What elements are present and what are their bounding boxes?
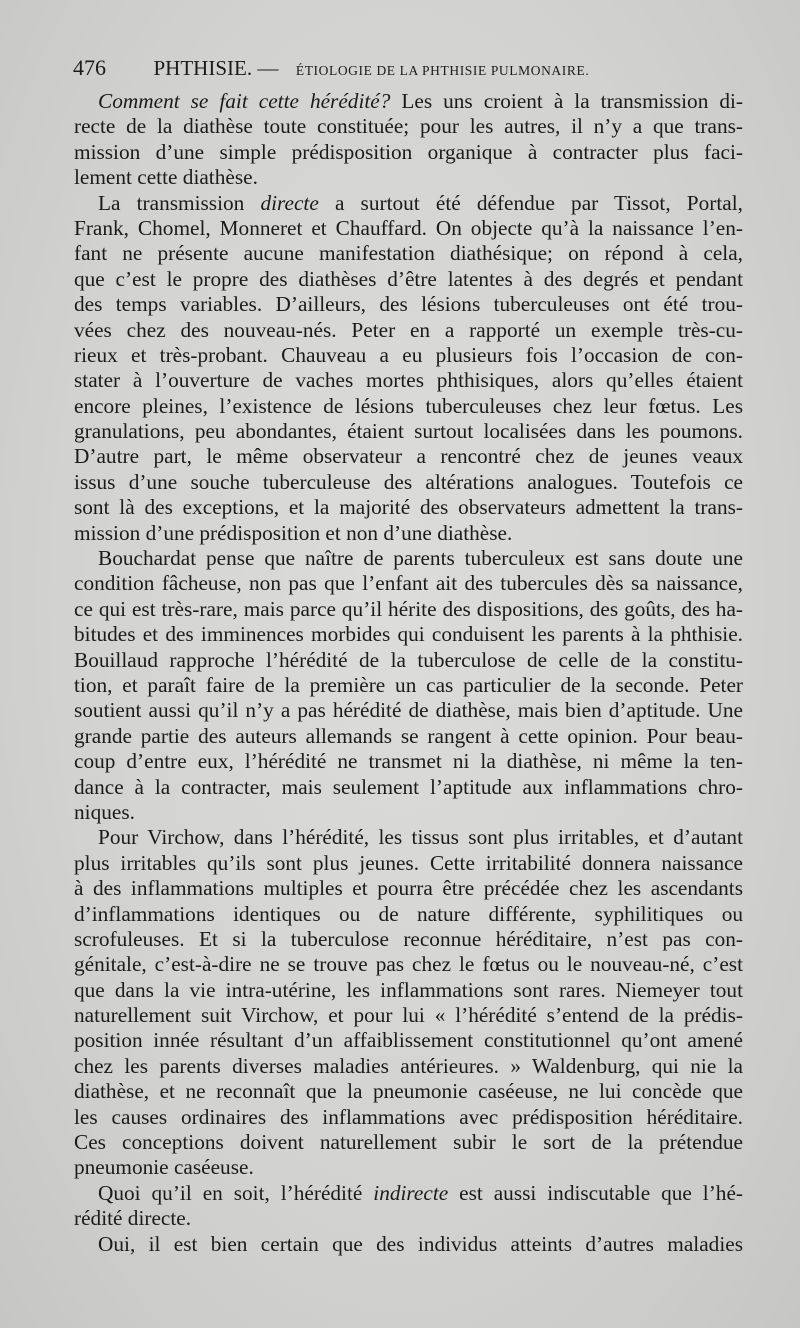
text-segment: encore pleines, l’existence de lésions tuberculeuses chez leur fœtus. Les (74, 393, 743, 418)
text-line (74, 1181, 743, 1206)
text-segment: scrofuleuses. Et si la tuberculose reconnue héréditaire, n’est pas con- (74, 926, 743, 951)
text-line (74, 191, 743, 216)
paragraph (74, 191, 743, 546)
text-line (74, 1028, 743, 1053)
text-line (74, 495, 743, 520)
text-segment: tion, et paraît faire de la première un cas particulier de la seconde. Peter (74, 672, 743, 697)
text-segment: Pour Virchow, dans l’hérédité, les tissus sont plus irritables, et d’autant (98, 825, 743, 850)
text-segment: vées chez des nouveau-nés. Peter en a rapporté un exemple très-cu- (74, 317, 743, 342)
text-line (74, 978, 743, 1003)
text-segment: a surtout été défendue par Tissot, Portal, (318, 190, 743, 215)
text-line (74, 1105, 743, 1130)
text-line (74, 444, 743, 469)
text-segment: que dans la vie intra-utérine, les inflammations sont rares. Niemeyer tout (74, 977, 743, 1002)
text-line (74, 1130, 743, 1155)
text-segment: Frank, Chomel, Monneret et Chauffard. On objecte qu’à la naissance l’en- (74, 215, 743, 240)
text-segment: bitudes et des imminences morbides qui conduisent les parents à la phthisie. (74, 622, 743, 647)
text-segment: soutient aussi qu’il n’y a pas hérédité de diathèse, mais bien d’aptitude. Une (74, 698, 743, 723)
text-segment: stater à l’ouverture de vaches mortes phthisiques, alors qu’elles étaient (74, 368, 743, 393)
italic-text: indirecte (373, 1180, 449, 1205)
text-line (74, 648, 743, 673)
text-line (74, 749, 743, 774)
text-line (74, 851, 743, 876)
text-line (74, 1003, 743, 1028)
text-segment: mission d’une simple prédisposition organique à contracter plus faci- (74, 139, 743, 164)
text-segment: Les uns croient à la transmission di- (390, 89, 743, 113)
text-segment: pneumonie caséeuse. (74, 1155, 254, 1180)
text-line (74, 1079, 743, 1104)
text-line (74, 318, 743, 343)
text-line (74, 1206, 743, 1231)
text-line (74, 902, 743, 927)
text-line (74, 419, 743, 444)
text-segment: issus d’une souche tuberculeuse des altérations analogues. Toutefois ce (74, 469, 743, 494)
page-number: 476 (73, 55, 106, 80)
text-segment: est aussi indiscutable que l’hé- (448, 1180, 743, 1205)
text-segment: dance à la contracter, mais seulement l’aptitude aux inflammations chro- (74, 774, 743, 799)
text-line (74, 1232, 743, 1257)
text-line (74, 241, 743, 266)
text-line (74, 140, 743, 165)
paragraph (74, 825, 743, 1180)
paragraph (74, 1232, 743, 1257)
text-line (74, 673, 743, 698)
text-segment: grande partie des auteurs allemands se rangent à cette opinion. Pour beau- (74, 723, 743, 748)
text-segment: à des inflammations multiples et pourra être précédée chez les ascendants (74, 876, 743, 901)
text-line (74, 267, 743, 292)
text-segment: granulations, peu abondantes, étaient surtout localisées dans les poumons. (74, 419, 743, 444)
text-line (74, 927, 743, 952)
italic-text: directe (260, 190, 319, 215)
body-text (74, 89, 743, 1257)
paragraph (74, 1181, 743, 1232)
text-segment: Quoi qu’il en soit, l’hérédité (98, 1180, 374, 1205)
text-segment: La transmission (98, 190, 261, 215)
running-title: PHTHISIE. — (153, 56, 279, 80)
text-segment: coup d’entre eux, l’hérédité ne transmet ni la diathèse, ni même la ten- (74, 749, 743, 774)
text-segment: lement cette diathèse. (74, 165, 258, 190)
text-line (74, 114, 743, 139)
text-line (74, 1155, 743, 1180)
text-segment: Bouchardat pense que naître de parents tuberculeux est sans doute une (98, 546, 743, 571)
text-segment: mission d’une prédisposition et non d’une diathèse. (74, 520, 513, 545)
text-segment: Oui, il est bien certain que des individus atteints d’autres maladies (98, 1231, 743, 1256)
text-segment: génitale, c’est-à-dire ne se trouve pas chez le fœtus ou le nouveau-né, c’est (74, 952, 743, 977)
paragraph (74, 89, 743, 191)
text-line (74, 825, 743, 850)
text-line (74, 216, 743, 241)
text-segment: d’inflammations identiques ou de nature différente, syphilitiques ou (74, 901, 743, 926)
text-segment: naturellement suit Virchow, et pour lui « l’hérédité s’entend de la prédis- (74, 1003, 743, 1028)
text-segment: ce qui est très-rare, mais parce qu’il hérite des dispositions, des goûts, des ha- (74, 596, 743, 621)
text-segment: que c’est le propre des diathèses d’être latentes à des degrés et pendant (74, 266, 743, 291)
text-segment: position innée résultant d’un affaiblissement constitutionnel qu’ont amené (74, 1028, 743, 1053)
text-line (74, 1054, 743, 1079)
text-line (74, 775, 743, 800)
text-line (74, 571, 743, 596)
text-segment: fant ne présente aucune manifestation diathésique; on répond à cela, (74, 241, 743, 266)
text-segment: recte de la diathèse toute constituée; pour les autres, il n’y a que trans- (74, 114, 743, 139)
text-line (74, 800, 743, 825)
text-segment: Ces conceptions doivent naturellement subir le sort de la prétendue (74, 1130, 743, 1155)
text-line (74, 952, 743, 977)
text-segment: D’autre part, le même observateur a rencontré chez de jeunes veaux (74, 444, 743, 469)
text-line (74, 876, 743, 901)
text-segment: condition fâcheuse, non pas que l’enfant ait des tubercules dès sa naissance, (74, 571, 743, 596)
text-segment: Bouillaud rapproche l’hérédité de la tuberculose de celle de la constitu- (74, 647, 743, 672)
text-line (74, 394, 743, 419)
text-segment: plus irritables qu’ils sont plus jeunes. Cette irritabilité donnera naissance (74, 850, 743, 875)
text-segment: les causes ordinaires des inflammations avec prédisposition héréditaire. (74, 1104, 743, 1129)
text-segment: rieux et très-probant. Chauveau a eu plusieurs fois l’occasion de con- (74, 342, 743, 367)
page-header (73, 52, 673, 84)
text-line (74, 698, 743, 723)
italic-text: Comment se fait cette hérédité? (98, 89, 391, 113)
text-line (74, 724, 743, 749)
text-line (74, 470, 743, 495)
text-line (74, 546, 743, 571)
text-segment: sont là des exceptions, et la majorité des observateurs admettent la trans- (74, 495, 743, 520)
text-segment: rédité directe. (74, 1206, 192, 1231)
text-segment: niques. (74, 799, 135, 824)
text-line (74, 165, 743, 190)
text-line (74, 368, 743, 393)
text-line (74, 597, 743, 622)
text-line (74, 622, 743, 647)
text-line (74, 343, 743, 368)
text-segment: des temps variables. D’ailleurs, des lésions tuberculeuses ont été trou- (74, 292, 743, 317)
text-line (74, 292, 743, 317)
text-segment: diathèse, et ne reconnaît que la pneumonie caséeuse, ne lui concède que (74, 1079, 743, 1104)
text-line (74, 521, 743, 546)
chapter-subtitle: ÉTIOLOGIE DE LA PHTHISIE PULMONAIRE. (295, 63, 590, 78)
text-line (74, 89, 743, 114)
paragraph (74, 546, 743, 825)
text-segment: chez les parents diverses maladies antérieures. » Waldenburg, qui nie la (74, 1053, 743, 1078)
